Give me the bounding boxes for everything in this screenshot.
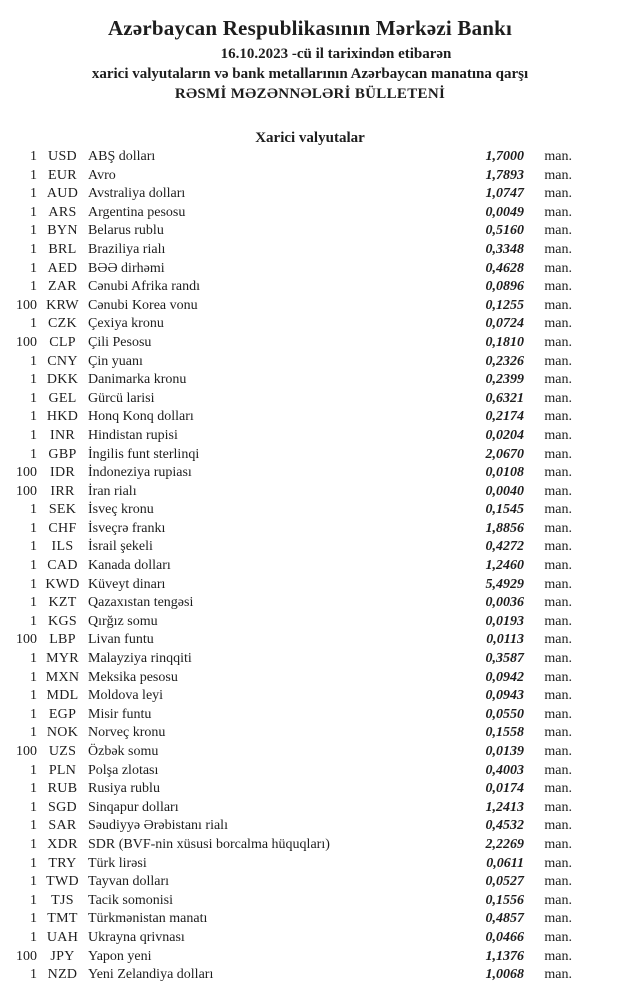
rate-value: 0,3587: [485, 651, 524, 667]
currency-code: MXN: [45, 669, 80, 685]
currency-name: Rusiya rublu: [88, 781, 160, 797]
currency-name: Norveç kronu: [88, 725, 166, 741]
unit-label: man.: [544, 669, 572, 685]
rate-value: 0,1556: [485, 892, 524, 908]
rate-row: [0, 353, 620, 372]
unit-label: man.: [544, 353, 572, 369]
currency-quantity: 100: [16, 744, 37, 759]
rate-row: [0, 613, 620, 632]
effective-date-line: 16.10.2023 -cü il tarixindən etibarən: [220, 46, 452, 62]
currency-name: Hindistan rupisi: [88, 427, 178, 443]
currency-name: Səudiyyə Ərəbistanı rialı: [88, 818, 228, 834]
currency-name: Belarus rublu: [88, 223, 164, 239]
currency-name: Tacik somonisi: [88, 892, 173, 908]
currency-code: TJS: [51, 892, 74, 908]
currency-name: Çili Pesosu: [88, 334, 152, 350]
rate-value: 0,1255: [485, 297, 524, 313]
currency-name: Küveyt dinarı: [88, 576, 166, 592]
rate-row: [0, 669, 620, 688]
currency-code: ILS: [51, 539, 74, 555]
currency-quantity: 1: [30, 874, 37, 890]
currency-code: UAH: [46, 929, 79, 945]
currency-quantity: 1: [30, 204, 37, 220]
unit-label: man.: [544, 279, 572, 295]
rate-row: [0, 966, 620, 985]
unit-label: man.: [544, 613, 572, 629]
currency-code: NZD: [47, 967, 78, 983]
currency-name: Misir funtu: [88, 706, 152, 722]
rate-row: [0, 315, 620, 334]
unit-label: man.: [544, 855, 572, 871]
currency-code: XDR: [47, 836, 78, 852]
currency-name: Özbək somu: [88, 744, 159, 759]
rate-value: 1,7893: [485, 167, 524, 183]
rate-row: [0, 631, 620, 650]
currency-quantity: 1: [30, 149, 37, 164]
unit-label: man.: [544, 372, 572, 388]
rate-value: 1,1376: [485, 948, 524, 964]
currency-quantity: 1: [30, 725, 37, 741]
rate-row: [0, 520, 620, 539]
unit-label: man.: [544, 316, 572, 332]
currency-quantity: 1: [30, 781, 37, 797]
rate-value: 0,4857: [485, 911, 524, 927]
rate-value: 0,0108: [485, 465, 524, 481]
unit-label: man.: [544, 241, 572, 257]
currency-quantity: 1: [30, 241, 37, 257]
rate-row: [0, 780, 620, 799]
currency-name: Braziliya rialı: [88, 241, 166, 257]
currency-code: KZT: [48, 595, 77, 611]
currency-quantity: 100: [16, 483, 37, 499]
currency-quantity: 1: [30, 316, 37, 332]
unit-label: man.: [544, 520, 572, 536]
rate-value: 0,2174: [485, 409, 524, 425]
rate-value: 1,2460: [485, 558, 524, 574]
rate-value: 0,0466: [485, 929, 524, 945]
unit-label: man.: [544, 409, 572, 425]
currency-quantity: 1: [30, 576, 37, 592]
currency-name: Meksika pesosu: [88, 669, 178, 685]
rate-row: [0, 817, 620, 836]
currency-name: Cənubi Korea vonu: [88, 297, 198, 313]
currency-code: CNY: [47, 353, 78, 369]
unit-label: man.: [544, 446, 572, 462]
currency-quantity: 1: [30, 372, 37, 388]
currency-code: GEL: [48, 390, 77, 406]
currency-quantity: 1: [30, 911, 37, 927]
unit-label: man.: [544, 651, 572, 667]
rate-value: 0,5160: [485, 223, 524, 239]
currency-name: BƏƏ dirhəmi: [88, 260, 165, 276]
currency-name: Tayvan dolları: [88, 874, 170, 890]
rate-row: [0, 222, 620, 241]
rate-value: 0,0896: [485, 279, 524, 295]
rate-value: 0,0943: [485, 688, 524, 704]
currency-name: Avstraliya dolları: [88, 186, 186, 202]
currency-quantity: 1: [30, 223, 37, 239]
unit-label: man.: [544, 427, 572, 443]
rate-row: [0, 408, 620, 427]
unit-label: man.: [544, 929, 572, 945]
unit-label: man.: [544, 186, 572, 202]
rate-row: [0, 297, 620, 316]
currency-code: IRR: [50, 483, 75, 499]
rate-row: [0, 929, 620, 948]
rate-row: [0, 390, 620, 409]
rate-row: [0, 892, 620, 911]
unit-label: man.: [544, 334, 572, 350]
currency-name: Avro: [88, 167, 116, 183]
bank-title: Azərbaycan Respublikasının Mərkəzi Bankı: [107, 16, 513, 40]
rate-value: 0,0942: [485, 669, 524, 685]
rate-value: 2,2269: [485, 836, 524, 852]
currency-name: Kanada dolları: [88, 558, 171, 574]
rate-row: [0, 910, 620, 929]
currency-quantity: 1: [30, 799, 37, 815]
unit-label: man.: [544, 874, 572, 890]
currency-code: TWD: [46, 874, 79, 890]
currency-code: KWD: [45, 576, 80, 592]
rate-value: 0,0049: [485, 204, 524, 220]
currency-quantity: 1: [30, 929, 37, 945]
unit-label: man.: [544, 781, 572, 797]
currency-code: GBP: [48, 446, 77, 462]
currency-quantity: 1: [30, 427, 37, 443]
currency-name: İsrail şekeli: [88, 539, 153, 555]
currency-quantity: 100: [16, 334, 37, 350]
unit-label: man.: [544, 167, 572, 183]
rate-row: [0, 501, 620, 520]
currency-code: MYR: [46, 651, 79, 667]
currency-code: LBP: [49, 632, 76, 648]
currency-quantity: 1: [30, 186, 37, 202]
rate-value: 0,4003: [485, 762, 524, 778]
bulletin-header: [0, 0, 620, 104]
currency-code: RUB: [47, 781, 78, 797]
currency-name: Çexiya kronu: [88, 316, 164, 332]
currency-code: PLN: [48, 762, 77, 778]
unit-label: man.: [544, 688, 572, 704]
currency-quantity: 1: [30, 353, 37, 369]
currency-code: KGS: [48, 613, 77, 629]
rate-row: [0, 762, 620, 781]
currency-code: NOK: [46, 725, 79, 741]
unit-label: man.: [544, 762, 572, 778]
currency-code: INR: [49, 427, 75, 443]
currency-quantity: 1: [30, 688, 37, 704]
unit-label: man.: [544, 836, 572, 852]
currency-quantity: 1: [30, 260, 37, 276]
rate-value: 0,0040: [485, 483, 524, 499]
rate-value: 0,6321: [485, 390, 524, 406]
rate-value: 0,4532: [485, 818, 524, 834]
rate-row: [0, 557, 620, 576]
currency-quantity: 100: [16, 465, 37, 481]
unit-label: man.: [544, 204, 572, 220]
currency-code: IDR: [49, 465, 75, 481]
currency-name: Türkmənistan manatı: [88, 911, 208, 927]
unit-label: man.: [544, 558, 572, 574]
unit-label: man.: [544, 725, 572, 741]
currency-code: CAD: [47, 558, 78, 574]
currency-quantity: 1: [30, 706, 37, 722]
currency-name: Gürcü larisi: [88, 390, 155, 406]
rate-row: [0, 204, 620, 223]
rate-row: [0, 855, 620, 874]
unit-label: man.: [544, 502, 572, 518]
unit-label: man.: [544, 967, 572, 983]
currency-name: İndoneziya rupiası: [88, 465, 192, 481]
unit-label: man.: [544, 799, 572, 815]
rate-row: [0, 724, 620, 743]
currency-quantity: 1: [30, 539, 37, 555]
rate-row: [0, 538, 620, 557]
currency-name: Honq Konq dolları: [88, 409, 194, 425]
rate-row: [0, 446, 620, 465]
currency-quantity: 100: [16, 632, 37, 648]
currency-code: EUR: [48, 167, 77, 183]
unit-label: man.: [544, 744, 572, 759]
currency-quantity: 1: [30, 167, 37, 183]
currency-name: İran rialı: [88, 483, 137, 499]
unit-label: man.: [544, 632, 572, 648]
rate-row: [0, 241, 620, 260]
unit-label: man.: [544, 818, 572, 834]
currency-name: Qırğız somu: [88, 613, 158, 629]
unit-label: man.: [544, 465, 572, 481]
unit-label: man.: [544, 911, 572, 927]
exchange-rates-table: [0, 148, 620, 985]
currency-code: CHF: [48, 520, 77, 536]
currency-quantity: 1: [30, 520, 37, 536]
rate-row: [0, 687, 620, 706]
rate-row: [0, 278, 620, 297]
currency-name: İsveç kronu: [88, 502, 154, 518]
rate-row: [0, 334, 620, 353]
currency-code: JPY: [50, 948, 75, 964]
rate-row: [0, 799, 620, 818]
rate-value: 0,4628: [485, 260, 524, 276]
currency-name: Ukrayna qrivnası: [88, 929, 185, 945]
rate-value: 0,0193: [485, 613, 524, 629]
currency-quantity: 1: [30, 892, 37, 908]
currency-code: AED: [47, 260, 78, 276]
unit-label: man.: [544, 576, 572, 592]
currency-code: KRW: [46, 297, 79, 313]
currency-quantity: 1: [30, 595, 37, 611]
currency-code: SAR: [48, 818, 77, 834]
rate-value: 0,1558: [485, 725, 524, 741]
currency-quantity: 1: [30, 836, 37, 852]
currency-code: CLP: [49, 334, 76, 350]
unit-label: man.: [544, 297, 572, 313]
rate-value: 0,2399: [485, 372, 524, 388]
currency-quantity: 1: [30, 967, 37, 983]
currency-code: TMT: [47, 911, 78, 927]
currency-code: SGD: [48, 799, 77, 815]
rate-value: 0,0611: [486, 855, 524, 871]
currency-name: Livan funtu: [88, 632, 154, 648]
rate-row: [0, 483, 620, 502]
currency-code: TRY: [48, 855, 77, 871]
rate-value: 0,1810: [485, 334, 524, 350]
currency-quantity: 1: [30, 558, 37, 574]
rate-row: [0, 464, 620, 483]
currency-code: SEK: [48, 502, 77, 518]
currency-quantity: 1: [30, 502, 37, 518]
rate-value: 0,0139: [485, 744, 524, 759]
currency-name: Qazaxıstan tengəsi: [88, 595, 194, 611]
rate-row: [0, 873, 620, 892]
currency-name: ABŞ dolları: [88, 149, 156, 164]
rate-row: [0, 836, 620, 855]
currency-code: EGP: [48, 706, 77, 722]
rate-row: [0, 167, 620, 186]
currency-name: SDR (BVF-nin xüsusi borcalma hüquqları): [88, 836, 330, 852]
rate-value: 5,4929: [485, 576, 524, 592]
currency-code: UZS: [48, 744, 77, 759]
currency-code: ZAR: [48, 279, 77, 295]
rate-value: 1,0747: [485, 186, 524, 202]
rate-value: 0,3348: [485, 241, 524, 257]
rate-value: 1,7000: [485, 149, 524, 164]
rate-value: 0,4272: [485, 539, 524, 555]
currency-name: Yapon yeni: [88, 948, 152, 964]
rate-value: 0,0204: [485, 427, 524, 443]
rate-value: 0,0550: [485, 706, 524, 722]
currency-name: İsveçrə frankı: [88, 520, 166, 536]
rate-row: [0, 185, 620, 204]
unit-label: man.: [544, 706, 572, 722]
currency-name: Argentina pesosu: [88, 204, 186, 220]
rate-row: [0, 650, 620, 669]
currency-code: ARS: [48, 204, 77, 220]
currency-quantity: 1: [30, 409, 37, 425]
rate-row: [0, 371, 620, 390]
currency-name: İngilis funt sterlinqi: [88, 446, 200, 462]
rate-value: 0,0724: [485, 316, 524, 332]
rate-row: [0, 576, 620, 595]
unit-label: man.: [544, 390, 572, 406]
rate-row: [0, 594, 620, 613]
currency-quantity: 1: [30, 390, 37, 406]
rate-row: [0, 948, 620, 967]
currency-name: Türk lirəsi: [88, 855, 147, 871]
rate-value: 1,8856: [485, 520, 524, 536]
unit-label: man.: [544, 149, 572, 164]
currency-code: HKD: [46, 409, 79, 425]
unit-label: man.: [544, 223, 572, 239]
currency-code: BYN: [47, 223, 78, 239]
rate-value: 0,0036: [485, 595, 524, 611]
rate-value: 0,0174: [485, 781, 524, 797]
section-title-foreign-currencies: Xarici valyutalar: [255, 130, 365, 146]
rate-value: 0,0113: [486, 632, 524, 648]
unit-label: man.: [544, 892, 572, 908]
currency-quantity: 1: [30, 613, 37, 629]
currency-quantity: 1: [30, 446, 37, 462]
rate-row: [0, 148, 620, 167]
currency-name: Cənubi Afrika randı: [88, 279, 200, 295]
rate-value: 0,2326: [485, 353, 524, 369]
currency-quantity: 100: [16, 297, 37, 313]
currency-quantity: 1: [30, 762, 37, 778]
currency-quantity: 1: [30, 651, 37, 667]
currency-quantity: 1: [30, 669, 37, 685]
currency-name: Yeni Zelandiya dolları: [88, 967, 214, 983]
rate-row: [0, 706, 620, 725]
unit-label: man.: [544, 948, 572, 964]
bulletin-title: RƏSMİ MƏZƏNNƏLƏRİ BÜLLETENİ: [174, 86, 446, 102]
rate-value: 1,0068: [485, 967, 524, 983]
currency-code: CZK: [48, 316, 77, 332]
currency-name: Moldova leyi: [88, 688, 164, 704]
currency-quantity: 1: [30, 279, 37, 295]
rate-value: 0,1545: [485, 502, 524, 518]
currency-name: Polşa zlotası: [88, 762, 159, 778]
unit-label: man.: [544, 483, 572, 499]
subject-line: xarici valyutaların və bank metallarının Azərbaycan manatına qarşı: [91, 66, 529, 82]
rate-value: 2,0670: [485, 446, 524, 462]
currency-name: Çin yuanı: [88, 353, 143, 369]
currency-quantity: 1: [30, 855, 37, 871]
currency-code: MDL: [46, 688, 79, 704]
currency-name: Malayziya rinqqiti: [88, 651, 192, 667]
currency-name: Danimarka kronu: [88, 372, 187, 388]
unit-label: man.: [544, 260, 572, 276]
rate-value: 1,2413: [485, 799, 524, 815]
currency-name: Sinqapur dolları: [88, 799, 179, 815]
currency-code: USD: [48, 149, 77, 164]
rate-value: 0,0527: [485, 874, 524, 890]
currency-code: BRL: [48, 241, 77, 257]
rate-row: [0, 260, 620, 279]
rate-row: [0, 743, 620, 762]
currency-quantity: 1: [30, 818, 37, 834]
unit-label: man.: [544, 595, 572, 611]
currency-quantity: 100: [16, 948, 37, 964]
currency-code: AUD: [46, 186, 79, 202]
rate-row: [0, 427, 620, 446]
unit-label: man.: [544, 539, 572, 555]
currency-code: DKK: [46, 372, 79, 388]
